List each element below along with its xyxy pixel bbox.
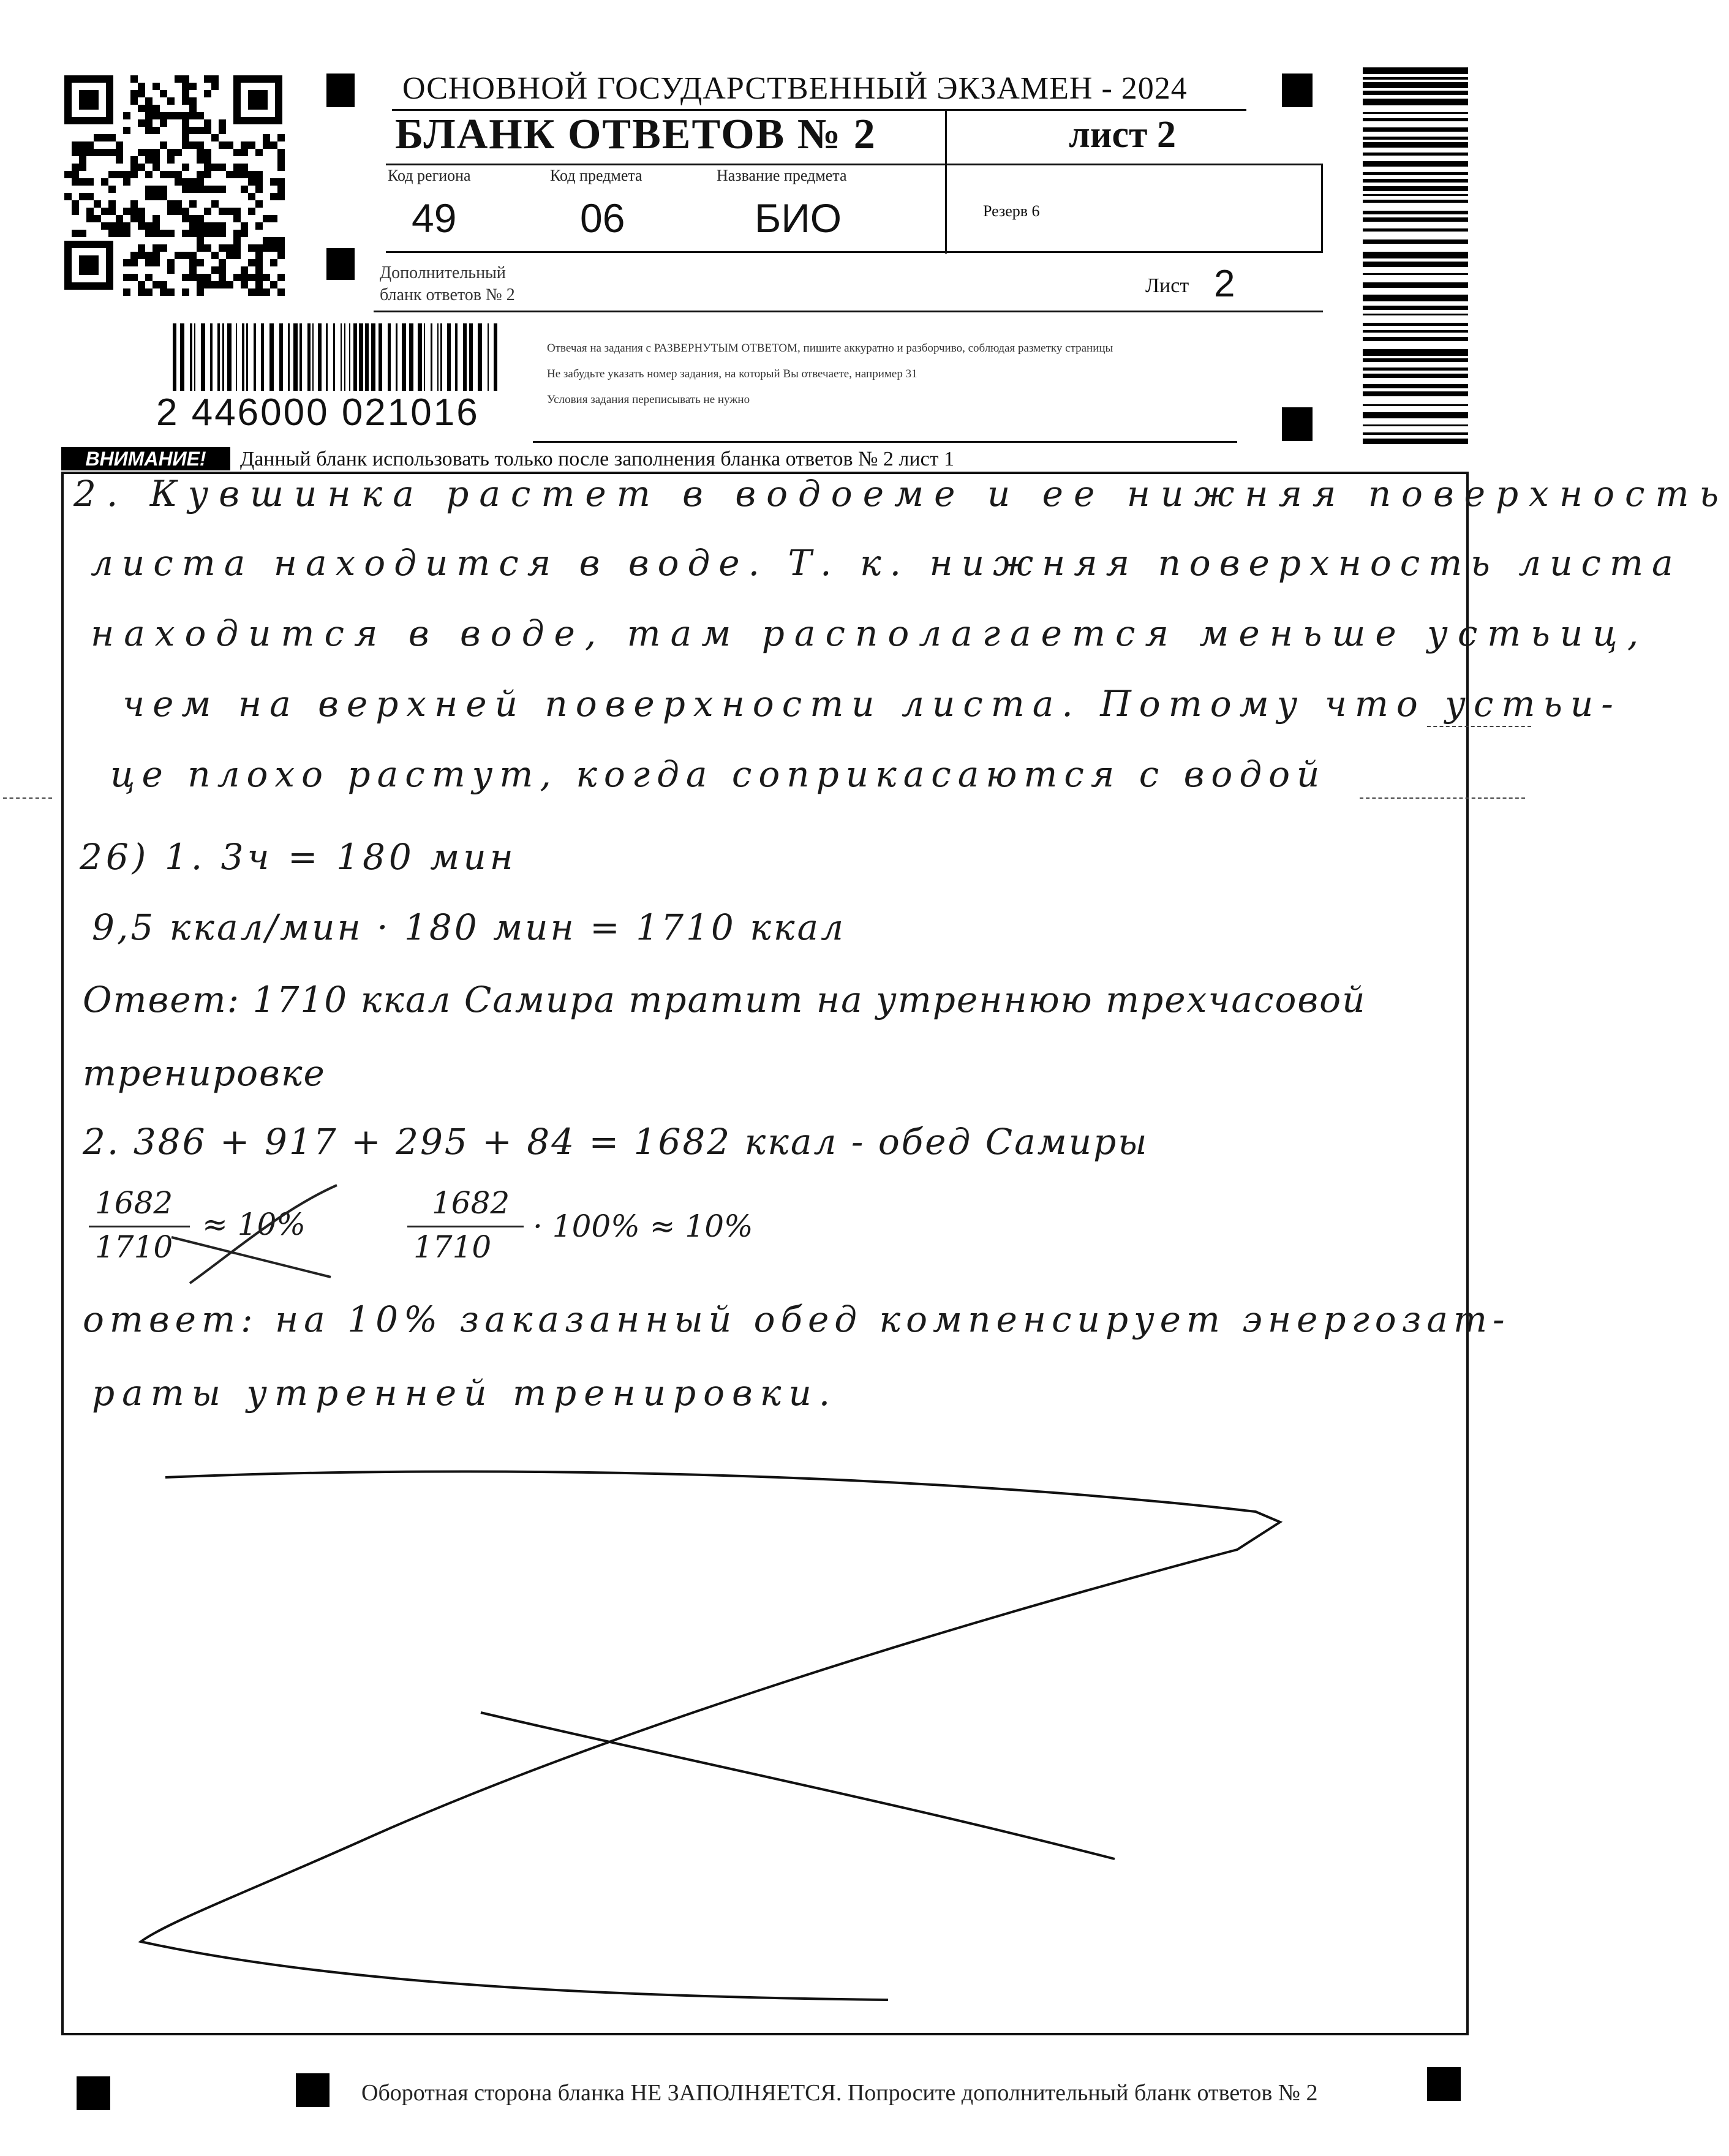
answer-line-5: це плохо растут, когда соприкасаются с водой — [110, 753, 1327, 795]
answer-line-11: ответ: на 10% заказанный обед компенсирует энергозат- — [83, 1298, 1510, 1340]
region-label: Код региона — [388, 167, 471, 184]
final-numerator: 1682 — [432, 1185, 510, 1221]
subject-code-label: Код предмета — [550, 167, 642, 184]
crossed-numerator: 1682 — [95, 1185, 173, 1221]
answer-line-8: Ответ: 1710 ккал Самира тратит на утреннюю трехчасовой — [83, 979, 1366, 1020]
sheet-counter-label: Лист — [1145, 274, 1189, 297]
extra-form-label-2: бланк ответов № 2 — [380, 285, 515, 304]
footer-text: Оборотная сторона бланка НЕ ЗАПОЛНЯЕТСЯ. Попросите дополнительный бланк ответов № 2 — [361, 2080, 1318, 2106]
answer-line-2: листа находится в воде. Т. к. нижняя поверхность листа — [91, 542, 1682, 584]
empty-space-strikeout — [61, 472, 1464, 2030]
reserve-label: Резерв 6 — [983, 202, 1040, 220]
vertical-barcode — [1363, 67, 1468, 444]
crossed-result: ≈ 10% — [202, 1207, 306, 1242]
attention-badge: ВНИМАНИЕ! — [61, 447, 230, 470]
answer-line-6: 26) 1. 3ч = 180 мин — [80, 836, 517, 878]
region-value: 49 — [412, 195, 457, 241]
crossed-denominator: 1710 — [95, 1229, 173, 1265]
final-denominator: 1710 — [413, 1229, 492, 1265]
answer-line-1: 2. Кувшинка растет в водоеме и ее нижняя поверхность — [73, 473, 1729, 514]
corner-marker-top-right — [1282, 74, 1313, 107]
instruction-1: Отвечая на задания с РАЗВЕРНУТЫМ ОТВЕТОМ, пишите аккуратно и разборчиво, соблюдая разметку страницы — [547, 342, 1113, 355]
answer-line-12: раты утренней тренировки. — [92, 1372, 838, 1414]
answer-line-9: тренировке — [83, 1052, 326, 1094]
extra-form-label-1: Дополнительный — [380, 263, 506, 282]
answer-line-3: находится в воде, там располагается меньше устьиц, — [91, 612, 1649, 654]
notice-text: Данный бланк использовать только после заполнения бланка ответов № 2 лист 1 — [240, 448, 955, 470]
side-marker-left — [326, 248, 355, 280]
answer-line-10: 2. 386 + 917 + 295 + 84 = 1682 ккал - обед Самиры — [83, 1121, 1149, 1163]
sheet-counter-value: 2 — [1214, 263, 1235, 305]
form-title: БЛАНК ОТВЕТОВ № 2 — [395, 111, 876, 158]
subject-name-value: БИО — [755, 195, 842, 241]
side-marker-right — [1282, 407, 1313, 441]
horizontal-barcode — [173, 323, 503, 398]
answer-line-7: 9,5 ккал/мин · 180 мин = 1710 ккал — [92, 907, 846, 948]
instruction-2: Не забудьте указать номер задания, на который Вы отвечаете, например 31 — [547, 368, 917, 380]
sheet-label: лист 2 — [1069, 114, 1176, 156]
footer-marker-right — [1427, 2067, 1461, 2101]
subject-name-label: Название предмета — [717, 167, 847, 184]
corner-marker-top-left — [326, 74, 355, 107]
subject-code-value: 06 — [580, 195, 625, 241]
qr-code — [61, 72, 285, 293]
margin-dash-left — [3, 797, 52, 799]
footer-marker-mid — [296, 2073, 330, 2107]
instruction-3: Условия задания переписывать не нужно — [547, 393, 750, 406]
final-tail: · 100% ≈ 10% — [533, 1208, 753, 1244]
exam-title: ОСНОВНОЙ ГОСУДАРСТВЕННЫЙ ЭКЗАМЕН - 2024 — [402, 71, 1188, 106]
barcode-number: 2 446000 021016 — [156, 391, 480, 434]
footer-marker-left — [77, 2076, 110, 2110]
answer-line-4: чем на верхней поверхности листа. Потому что устьи- — [122, 683, 1621, 725]
